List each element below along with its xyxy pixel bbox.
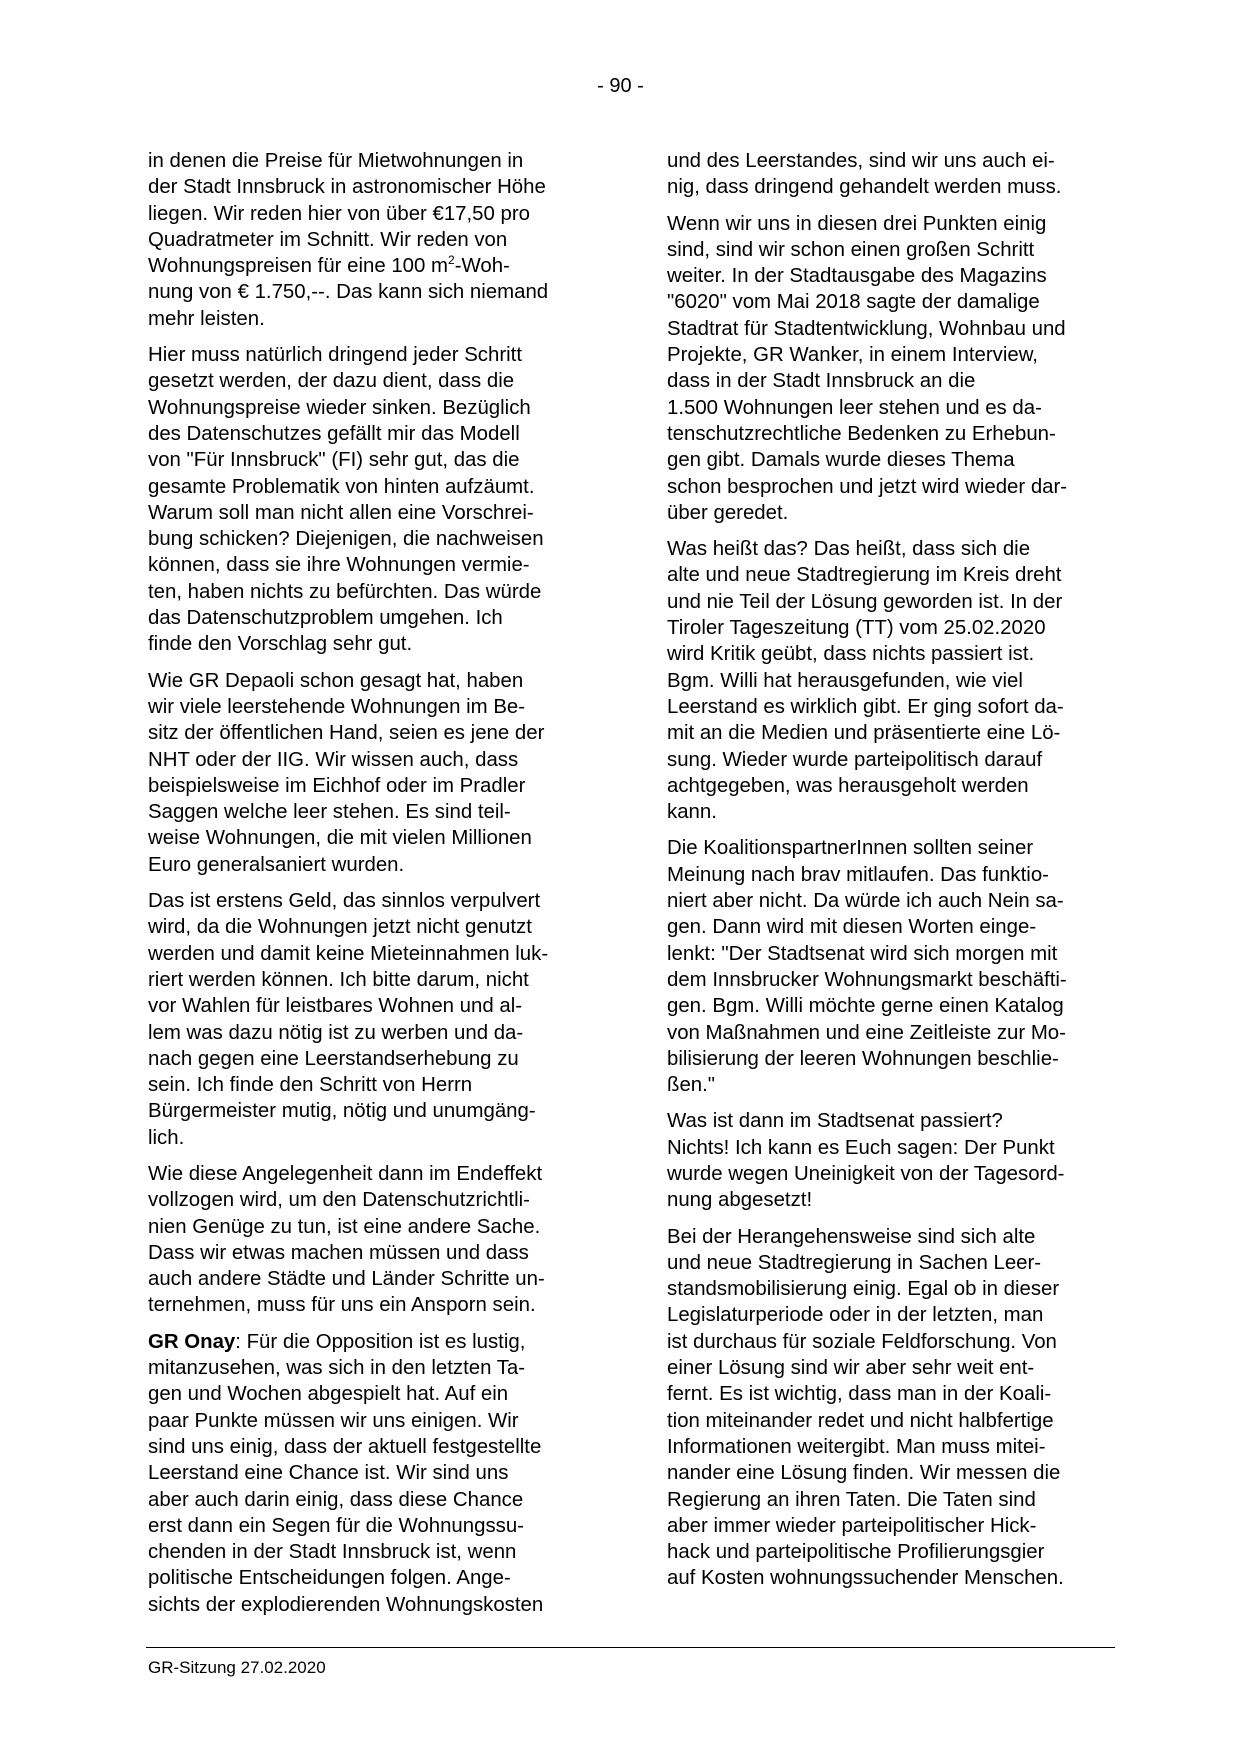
text-line: des Datenschutzes gefällt mir das Modell <box>148 422 520 445</box>
text-line: Bgm. Willi hat herausgefunden, wie viel <box>667 669 1023 692</box>
text-line: wird Kritik geübt, dass nichts passiert ist. <box>667 643 1035 666</box>
text-line: hack und parteipolitische Profilierungsgier <box>667 1541 1045 1564</box>
text-line: gesamte Problematik von hinten aufzäumt. <box>148 475 535 498</box>
text-line: bung schicken? Diejenigen, die nachweisen <box>148 528 544 551</box>
text-line: mitanzusehen, was sich in den letzten Ta- <box>148 1357 526 1380</box>
text-line: Hier muss natürlich dringend jeder Schritt <box>148 344 522 367</box>
paragraph-1 <box>667 148 1113 201</box>
text-line: auf Kosten wohnungssuchender Menschen. <box>667 1567 1064 1590</box>
text-line: das Datenschutzproblem umgehen. Ich <box>148 607 503 630</box>
paragraph-5 <box>667 1108 1113 1213</box>
text-line: ternehmen, muss für uns ein Ansporn sein. <box>148 1294 536 1317</box>
text-line: von "Für Innsbruck" (FI) sehr gut, das die <box>148 449 520 472</box>
text-line: Das ist erstens Geld, das sinnlos verpulvert <box>148 890 541 913</box>
text-line: weiter. In der Stadtausgabe des Magazins <box>667 265 1047 288</box>
text-line: und neue Stadtregierung in Sachen Leer- <box>667 1251 1042 1274</box>
text-line: NHT oder der IIG. Wir wissen auch, dass <box>148 748 519 771</box>
text-line: "6020" vom Mai 2018 sagte der damalige <box>667 291 1040 314</box>
paragraph-2 <box>148 342 594 658</box>
superscript: 2 <box>448 253 455 268</box>
text-line: weise Wohnungen, die mit vielen Millionen <box>148 827 532 850</box>
text-line: liegen. Wir reden hier von über €17,50 pro <box>148 202 530 225</box>
text-line: werden und damit keine Mieteinnahmen luk- <box>148 942 549 965</box>
text-line: nung von € 1.750,--. Das kann sich niemand <box>148 281 549 304</box>
text-line: Legislaturperiode oder in der letzten, man <box>667 1304 1044 1327</box>
text-line: Euro generalsaniert wurden. <box>148 853 405 876</box>
text-fragment: Wohnungspreisen für eine 100 m <box>148 255 449 278</box>
text-line: 1.500 Wohnungen leer stehen und es da- <box>667 396 1042 419</box>
text-line: Tiroler Tageszeitung (TT) vom 25.02.2020 <box>667 617 1046 640</box>
text-line: bilisierung der leeren Wohnungen beschlie- <box>667 1047 1059 1070</box>
text-line: Saggen welche leer stehen. Es sind teil- <box>148 801 511 824</box>
text-line: Leerstand eine Chance ist. Wir sind uns <box>148 1462 509 1485</box>
paragraph-1 <box>148 148 594 332</box>
text-line: gesetzt werden, der dazu dient, dass die <box>148 370 515 393</box>
text-line: dem Innsbrucker Wohnungsmarkt beschäfti- <box>667 968 1067 991</box>
text-line <box>148 253 594 279</box>
paragraph-6 <box>667 1224 1113 1592</box>
text-line: Wie GR Depaoli schon gesagt hat, haben <box>148 669 524 692</box>
text-line: sind uns einig, dass der aktuell festgestellte <box>148 1435 542 1458</box>
text-line: können, dass sie ihre Wohnungen vermie- <box>148 554 530 577</box>
text-line: sitz der öffentlichen Hand, seien es jene der <box>148 722 545 745</box>
paragraph-5 <box>148 1161 594 1319</box>
text-line: nung abgesetzt! <box>667 1189 813 1212</box>
text-line: auch andere Städte und Länder Schritte un- <box>148 1268 545 1291</box>
text-line: Wie diese Angelegenheit dann im Endeffekt <box>148 1162 543 1185</box>
text-line: gen gibt. Damals wurde dieses Thema <box>667 449 1015 472</box>
text-line: ten, haben nichts zu befürchten. Das würde <box>148 580 542 603</box>
text-line: Was heißt das? Das heißt, dass sich die <box>667 538 1031 561</box>
text-line: einer Lösung sind wir aber sehr weit ent- <box>667 1357 1035 1380</box>
footer-session-date: GR-Sitzung 27.02.2020 <box>148 1658 326 1677</box>
text-line: finde den Vorschlag sehr gut. <box>148 633 413 656</box>
text-line: ist durchaus für soziale Feldforschung. Von <box>667 1330 1057 1353</box>
text-line: nach gegen eine Leerstandserhebung zu <box>148 1047 519 1070</box>
paragraph-4 <box>667 835 1113 1098</box>
text-line: vor Wahlen für leistbares Wohnen und al- <box>148 995 523 1018</box>
text-line: niert aber nicht. Da würde ich auch Nein sa- <box>667 890 1064 913</box>
text-line: dass in der Stadt Innsbruck an die <box>667 370 976 393</box>
text-line: Wenn wir uns in diesen drei Punkten einig <box>667 212 1047 235</box>
text-line: Bürgermeister mutig, nötig und unumgäng- <box>148 1100 536 1123</box>
text-line: von Maßnahmen und eine Zeitleiste zur Mo- <box>667 1021 1066 1044</box>
text-line: Regierung an ihren Taten. Die Taten sind <box>667 1488 1036 1511</box>
text-line: erst dann ein Segen für die Wohnungssu- <box>148 1514 524 1537</box>
text-line: mehr leisten. <box>148 307 265 330</box>
text-line: vollzogen wird, um den Datenschutzrichtli- <box>148 1189 530 1212</box>
text-line: chenden in der Stadt Innsbruck ist, wenn <box>148 1541 517 1564</box>
text-line: wurde wegen Uneinigkeit von der Tagesord- <box>667 1162 1065 1185</box>
text-line: lich. <box>148 1126 185 1149</box>
text-line: paar Punkte müssen wir uns einigen. Wir <box>148 1409 519 1432</box>
text-line: nander eine Lösung finden. Wir messen die <box>667 1462 1061 1485</box>
text-line: Die KoalitionspartnerInnen sollten seiner <box>667 837 1034 860</box>
text-line: Wohnungspreise wieder sinken. Bezüglich <box>148 396 531 419</box>
text-line: lem was dazu nötig ist zu werben und da- <box>148 1021 524 1044</box>
text-line: Quadratmeter im Schnitt. Wir reden von <box>148 228 508 251</box>
text-line: standsmobilisierung einig. Egal ob in dieser <box>667 1278 1060 1301</box>
text-line: Projekte, GR Wanker, in einem Interview, <box>667 344 1038 367</box>
text-line: sung. Wieder wurde parteipolitisch darauf <box>667 748 1043 771</box>
paragraph-3 <box>148 668 594 878</box>
text-line: gen und Wochen abgespielt hat. Auf ein <box>148 1383 509 1406</box>
text-line: mit an die Medien und präsentierte eine Lö- <box>667 722 1061 745</box>
text-line <box>148 1329 594 1355</box>
text-line: tenschutzrechtliche Bedenken zu Erhebun- <box>667 422 1056 445</box>
right-column <box>667 148 1113 1602</box>
text-line: Stadtrat für Stadtentwicklung, Wohnbau und <box>667 317 1066 340</box>
text-line: beispielsweise im Eichhof oder im Pradler <box>148 774 526 797</box>
text-line: Dass wir etwas machen müssen und dass <box>148 1241 529 1264</box>
text-line: der Stadt Innsbruck in astronomischer Höhe <box>148 176 546 199</box>
text-line: achtgegeben, was herausgeholt werden <box>667 774 1029 797</box>
text-line: kann. <box>667 801 717 824</box>
text-line: riert werden können. Ich bitte darum, nicht <box>148 968 529 991</box>
paragraph-2 <box>667 211 1113 527</box>
text-line: Was ist dann im Stadtsenat passiert? <box>667 1110 1003 1133</box>
left-column <box>148 148 594 1628</box>
text-line: sichts der explodierenden Wohnungskosten <box>148 1593 544 1616</box>
paragraph-3 <box>667 536 1113 825</box>
speaker-name: GR Onay <box>148 1330 236 1353</box>
text-line: nig, dass dringend gehandelt werden muss. <box>667 176 1062 199</box>
text-line: politische Entscheidungen folgen. Ange- <box>148 1567 511 1590</box>
text-line: nien Genüge zu tun, ist eine andere Sache. <box>148 1215 541 1238</box>
text-line: fernt. Es ist wichtig, dass man in der Koali- <box>667 1383 1052 1406</box>
text-line: schon besprochen und jetzt wird wieder dar- <box>667 475 1068 498</box>
text-line: Leerstand es wirklich gibt. Er ging sofort da- <box>667 695 1064 718</box>
text-line: ßen." <box>667 1074 716 1097</box>
page-number: - 90 - <box>597 75 644 97</box>
text-line: sein. Ich finde den Schritt von Herrn <box>148 1074 473 1097</box>
text-line: Informationen weitergibt. Man muss mitei- <box>667 1435 1046 1458</box>
text-line: aber immer wieder parteipolitischer Hick- <box>667 1514 1037 1537</box>
text-line: gen. Dann wird mit diesen Worten einge- <box>667 916 1037 939</box>
text-line: über geredet. <box>667 501 789 524</box>
text-line: alte und neue Stadtregierung im Kreis dreht <box>667 564 1062 587</box>
text-line: und des Leerstandes, sind wir uns auch ei- <box>667 150 1055 172</box>
text-fragment: -Woh- <box>454 255 510 278</box>
text-line: Meinung nach brav mitlaufen. Das funktio- <box>667 863 1049 886</box>
text-line: gen. Bgm. Willi möchte gerne einen Katalog <box>667 995 1064 1018</box>
text-line: tion miteinander redet und nicht halbfertige <box>667 1409 1054 1432</box>
text-fragment: : Für die Opposition ist es lustig, <box>235 1330 526 1353</box>
text-line: Bei der Herangehensweise sind sich alte <box>667 1225 1036 1248</box>
footer-divider <box>146 1647 1115 1648</box>
text-line: in denen die Preise für Mietwohnungen in <box>148 150 524 172</box>
text-line: Nichts! Ich kann es Euch sagen: Der Punkt <box>667 1136 1055 1159</box>
text-line: und nie Teil der Lösung geworden ist. In der <box>667 590 1063 613</box>
text-line: Warum soll man nicht allen eine Vorschrei- <box>148 501 534 524</box>
text-line: aber auch darin einig, dass diese Chance <box>148 1488 524 1511</box>
text-line: wird, da die Wohnungen jetzt nicht genutzt <box>148 916 532 939</box>
text-line: lenkt: "Der Stadtsenat wird sich morgen mit <box>667 942 1058 965</box>
text-line: wir viele leerstehende Wohnungen im Be- <box>148 695 526 718</box>
paragraph-6 <box>148 1329 594 1618</box>
text-line: sind, sind wir schon einen großen Schritt <box>667 238 1035 261</box>
paragraph-4 <box>148 888 594 1151</box>
